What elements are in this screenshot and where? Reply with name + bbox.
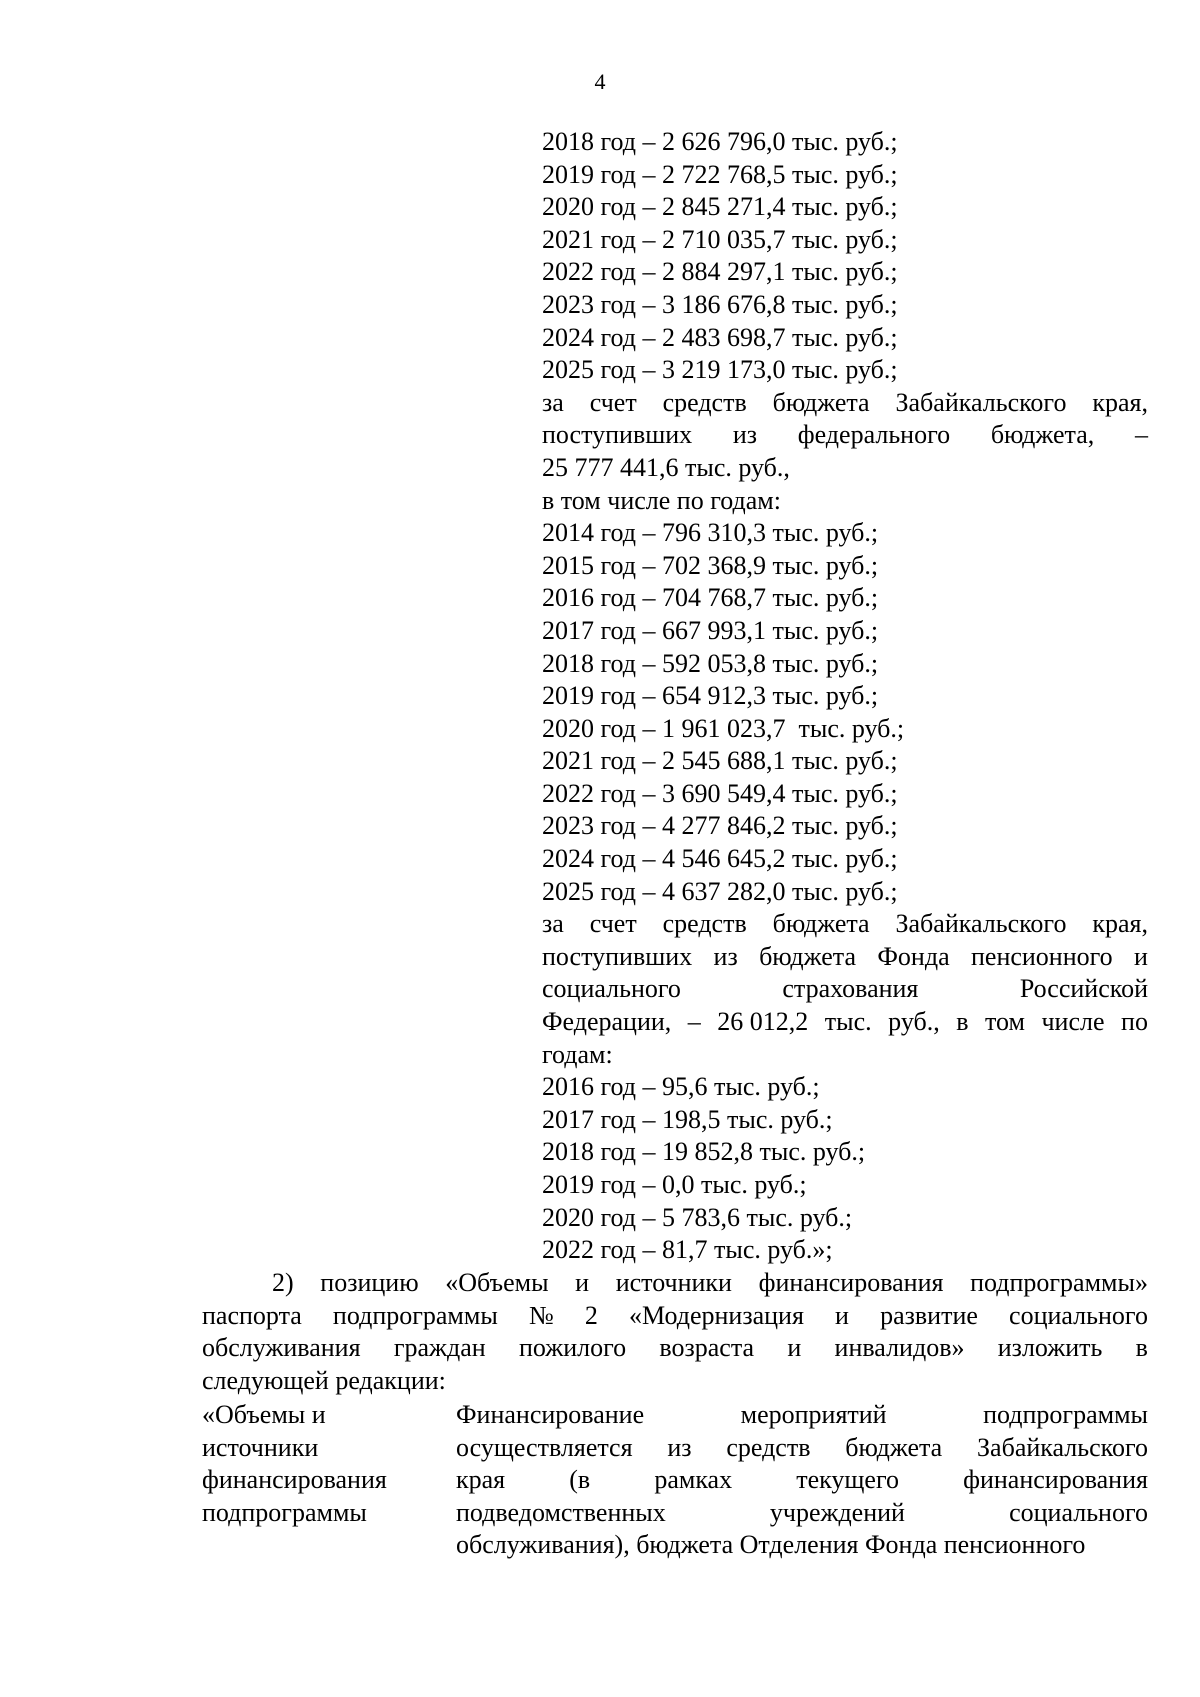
word: поступивших xyxy=(542,420,693,450)
page-number: 4 xyxy=(594,69,606,94)
word: пожилого xyxy=(518,1333,627,1363)
year-line: 2020 год – 2 845 271,4 тыс. руб.; xyxy=(542,192,898,222)
word: подпрограммы xyxy=(332,1300,498,1330)
word: бюджета xyxy=(845,1432,943,1462)
year-line: 2021 год – 2 710 035,7 тыс. руб.; xyxy=(542,224,898,254)
word: по xyxy=(1121,1007,1148,1037)
federal-intro-line xyxy=(542,419,1148,452)
pension-fund-block xyxy=(542,908,1148,1267)
year-line: 2021 год – 2 545 688,1 тыс. руб.; xyxy=(542,746,898,776)
word: в xyxy=(956,1007,969,1037)
year-line: 2017 год – 667 993,1 тыс. руб.; xyxy=(542,615,879,645)
word: счет xyxy=(589,909,637,939)
cell-line xyxy=(456,1497,1148,1530)
pension-intro-line: годам: xyxy=(542,1039,613,1069)
word: средств xyxy=(726,1432,811,1462)
year-line: 2018 год – 2 626 796,0 тыс. руб.; xyxy=(542,127,898,156)
word: осуществляется xyxy=(456,1432,633,1462)
word: Российской xyxy=(1019,974,1148,1004)
word: том xyxy=(985,1007,1025,1037)
item-2-paragraph xyxy=(202,1267,1148,1397)
word: финансирования xyxy=(963,1465,1148,1495)
word: подведомственных xyxy=(456,1497,666,1527)
year-line: 2020 год – 5 783,6 тыс. руб.; xyxy=(542,1202,853,1232)
word: позицию xyxy=(320,1268,419,1297)
word: бюджета xyxy=(759,941,857,971)
word: финансирования xyxy=(758,1268,944,1297)
federal-funding-block xyxy=(542,387,1148,909)
word: из xyxy=(732,420,758,450)
word: источники xyxy=(615,1268,732,1297)
word: и xyxy=(575,1268,590,1297)
year-line: 2023 год – 3 186 676,8 тыс. руб.; xyxy=(542,289,898,319)
word: из xyxy=(667,1432,692,1462)
year-line: 2022 год – 81,7 тыс. руб.»; xyxy=(542,1235,833,1265)
cell-line: обслуживания), бюджета Отделения Фонда пенсионного xyxy=(456,1530,1086,1560)
word: Забайкальского xyxy=(895,387,1067,417)
word: и xyxy=(787,1333,802,1363)
year-line: 2025 год – 3 219 173,0 тыс. руб.; xyxy=(542,355,898,385)
year-line: 2017 год – 198,5 тыс. руб.; xyxy=(542,1104,833,1134)
pension-intro-line xyxy=(542,941,1148,974)
cell-line xyxy=(456,1464,1148,1497)
cell-line: источники xyxy=(202,1432,319,1462)
word: бюджета, xyxy=(990,420,1095,450)
cell-line: «Объемы и xyxy=(202,1400,326,1429)
word: Забайкальского xyxy=(977,1432,1148,1462)
pension-intro-line xyxy=(542,1006,1148,1039)
word: страхования xyxy=(782,974,919,1004)
word: – xyxy=(687,1007,701,1037)
word: и xyxy=(835,1300,849,1330)
word: 2 xyxy=(584,1300,598,1330)
word: федерального xyxy=(797,420,951,450)
word: учреждений xyxy=(769,1497,905,1527)
year-line: 2022 год – 2 884 297,1 тыс. руб.; xyxy=(542,257,898,287)
word: средств xyxy=(662,909,747,939)
year-line: 2019 год – 0,0 тыс. руб.; xyxy=(542,1170,807,1199)
word: подпрограммы» xyxy=(970,1268,1148,1297)
paragraph-line xyxy=(202,1300,1148,1333)
year-line: 2016 год – 704 768,7 тыс. руб.; xyxy=(542,583,879,613)
paragraph-line xyxy=(202,1332,1148,1365)
word: бюджета xyxy=(772,387,870,417)
word: Фонда xyxy=(877,941,950,971)
year-line: 2023 год – 4 277 846,2 тыс. руб.; xyxy=(542,811,898,841)
word: подпрограммы xyxy=(983,1400,1148,1429)
word: края, xyxy=(1092,387,1148,417)
year-line: 2024 год – 4 546 645,2 тыс. руб.; xyxy=(542,844,898,874)
word: Финансирование xyxy=(456,1400,645,1429)
year-line: 2025 год – 4 637 282,0 тыс. руб.; xyxy=(542,876,898,906)
year-line: 2014 год – 796 310,3 тыс. руб.; xyxy=(542,518,879,548)
word: (в xyxy=(569,1465,591,1495)
word: и xyxy=(1134,941,1148,971)
cell-line: финансирования xyxy=(202,1465,387,1495)
word: изложить xyxy=(997,1333,1103,1363)
position-name-cell xyxy=(202,1399,442,1529)
word: – xyxy=(1134,420,1148,450)
year-line: 2019 год – 654 912,3 тыс. руб.; xyxy=(542,681,879,711)
financing-column xyxy=(542,126,1148,1267)
word: числе xyxy=(1041,1007,1105,1037)
federal-total: 25 777 441,6 тыс. руб., xyxy=(542,452,790,482)
word: тыс. xyxy=(824,1007,872,1037)
word: мероприятий xyxy=(740,1400,887,1429)
word: граждан xyxy=(393,1333,486,1363)
word: социального xyxy=(542,974,681,1004)
year-line: 2024 год – 2 483 698,7 тыс. руб.; xyxy=(542,322,898,352)
cell-line xyxy=(456,1432,1148,1465)
pension-intro-line xyxy=(542,908,1148,941)
word: счет xyxy=(589,387,637,417)
year-line: 2018 год – 19 852,8 тыс. руб.; xyxy=(542,1137,866,1167)
year-line: 2016 год – 95,6 тыс. руб.; xyxy=(542,1072,820,1102)
word: социального xyxy=(1009,1497,1148,1527)
word: социального xyxy=(1009,1300,1148,1330)
cell-line: подпрограммы xyxy=(202,1497,367,1527)
regional-years-list xyxy=(542,126,1148,387)
word: паспорта xyxy=(202,1300,302,1330)
word: Федерации, xyxy=(542,1007,672,1037)
federal-intro-line xyxy=(542,387,1148,420)
paragraph-line: следующей редакции: xyxy=(202,1365,446,1395)
word: в xyxy=(1135,1333,1148,1363)
word: Забайкальского xyxy=(895,909,1067,939)
word: 2) xyxy=(272,1268,294,1297)
federal-by-years-label: в том числе по годам: xyxy=(542,485,781,515)
word: 26 012,2 xyxy=(717,1007,809,1037)
word: «Модернизация xyxy=(629,1300,804,1330)
word: поступивших xyxy=(542,941,693,971)
year-line: 2022 год – 3 690 549,4 тыс. руб.; xyxy=(542,778,898,808)
word: текущего xyxy=(796,1465,899,1495)
pension-intro-line xyxy=(542,973,1148,1006)
year-line: 2020 год – 1 961 023,7 тыс. руб.; xyxy=(542,713,905,743)
word: за xyxy=(542,909,564,939)
word: пенсионного xyxy=(970,941,1113,971)
year-line: 2015 год – 702 368,9 тыс. руб.; xyxy=(542,550,879,580)
word: за xyxy=(542,387,564,417)
year-line: 2019 год – 2 722 768,5 тыс. руб.; xyxy=(542,159,898,189)
word: «Объемы xyxy=(445,1268,549,1297)
word: бюджета xyxy=(772,909,870,939)
word: рамках xyxy=(654,1465,733,1495)
position-content-cell xyxy=(456,1399,1148,1562)
word: руб., xyxy=(888,1007,940,1037)
word: обслуживания xyxy=(202,1333,361,1363)
word: из xyxy=(713,941,738,971)
paragraph-line xyxy=(202,1267,1148,1300)
word: развитие xyxy=(880,1300,978,1330)
word: № xyxy=(528,1300,554,1330)
word: средств xyxy=(662,387,747,417)
word: возраста xyxy=(659,1333,755,1363)
word: инвалидов» xyxy=(834,1333,965,1363)
year-line: 2018 год – 592 053,8 тыс. руб.; xyxy=(542,648,879,678)
word: края, xyxy=(1092,909,1148,939)
word: края xyxy=(456,1465,506,1495)
cell-line xyxy=(456,1399,1148,1432)
